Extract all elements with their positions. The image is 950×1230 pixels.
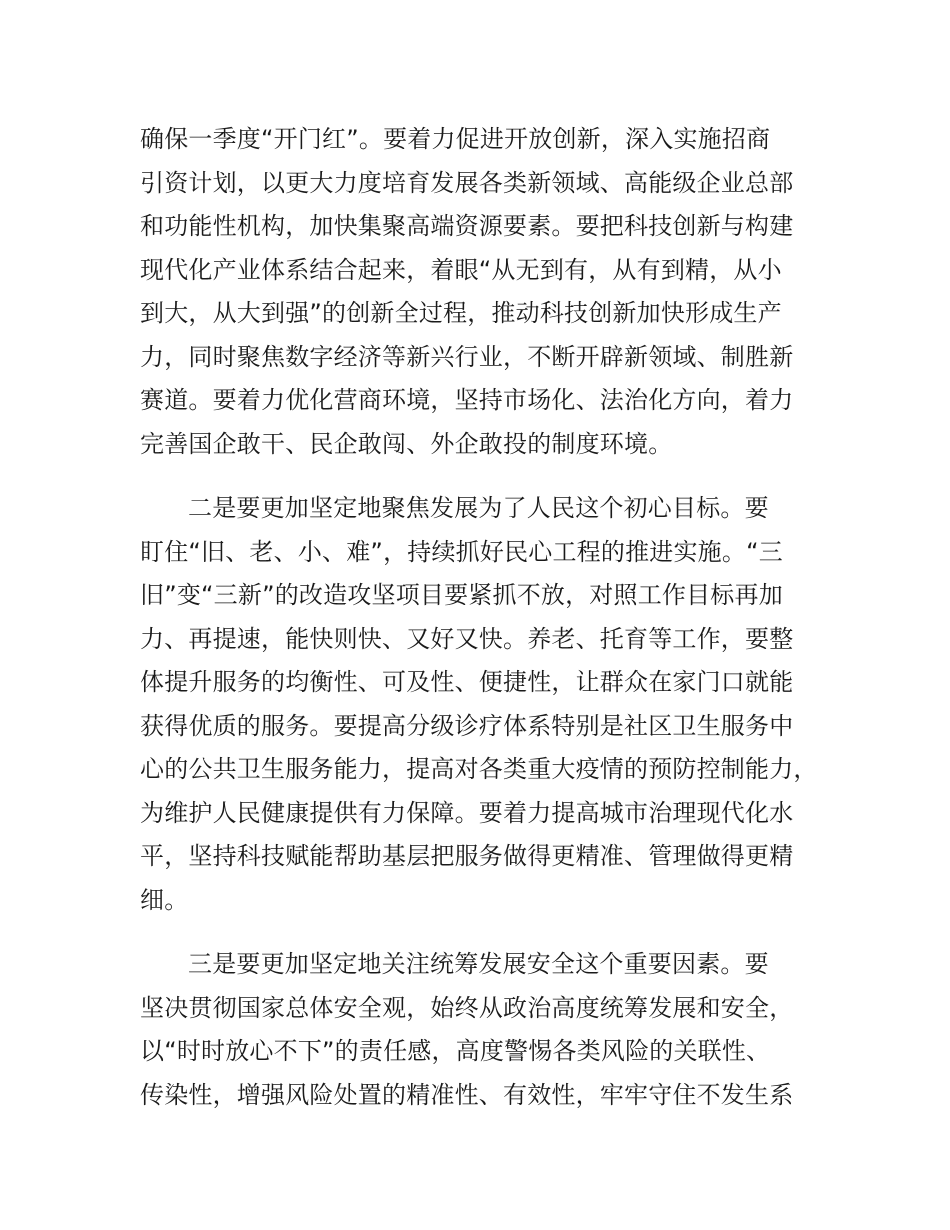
document-body [140,118,840,1117]
paragraph-line: 盯住“旧、老、小、难”，持续抓好民心工程的推进实施。“三 [140,537,783,566]
paragraph-3 [140,943,840,1117]
paragraph-spacing [140,922,840,943]
paragraph-line: 获得优质的服务。要提高分级诊疗体系特别是社区卫生服务中 [140,711,794,740]
paragraph-first-line: 三是要更加坚定地关注统筹发展安全这个重要因素。要 [188,950,769,978]
paragraph-line: 完善国企敢干、民企敢闯、外企敢投的制度环境。 [140,429,673,458]
paragraph-line: 和功能性机构，加快集聚高端资源要素。要把科技创新与构建 [140,212,794,240]
paragraph-line: 力，同时聚焦数字经济等新兴行业，不断开辟新领域、制胜新 [140,342,794,371]
paragraph-line: 确保一季度“开门红”。要着力促进开放创新，深入实施招商 [140,125,771,153]
paragraph-line: 坚决贯彻国家总体安全观，始终从政治高度统筹发展和安全， [140,993,794,1022]
paragraph-line: 细。 [140,885,189,914]
paragraph-line: 旧”变“三新”的改造攻坚项目要紧抓不放，对照工作目标再加 [140,581,783,609]
paragraph-line: 传染性，增强风险处置的精准性、有效性，牢牢守住不发生系 [140,1080,794,1109]
paragraph-line: 现代化产业体系结合起来，着眼“从无到有，从有到精，从小 [140,255,782,284]
paragraph-spacing [140,466,840,487]
paragraph-line: 心的公共卫生服务能力，提高对各类重大疫情的预防控制能力， [140,755,818,783]
paragraph-line: 赛道。要着力优化营商环境，坚持市场化、法治化方向，着力 [140,386,794,414]
paragraph-line: 平，坚持科技赋能帮助基层把服务做得更精准、管理做得更精 [140,842,794,870]
paragraph-line: 以“时时放心不下”的责任感，高度警惕各类风险的关联性、 [140,1037,771,1065]
paragraph-line: 为维护人民健康提供有力保障。要着力提高城市治理现代化水 [140,798,794,827]
paragraph-2 [140,487,840,922]
paragraph-line: 力、再提速，能快则快、又好又快。养老、托育等工作，要整 [140,624,794,653]
paragraph-line: 体提升服务的均衡性、可及性、便捷性，让群众在家门口就能 [140,668,794,696]
paragraph-line: 到大，从大到强”的创新全过程，推动科技创新加快形成生产 [140,299,782,327]
paragraph-first-line: 二是要更加坚定地聚焦发展为了人民这个初心目标。要 [188,494,769,522]
paragraph-1 [140,118,840,466]
paragraph-line: 引资计划，以更大力度培育发展各类新领域、高能级企业总部 [140,168,794,197]
